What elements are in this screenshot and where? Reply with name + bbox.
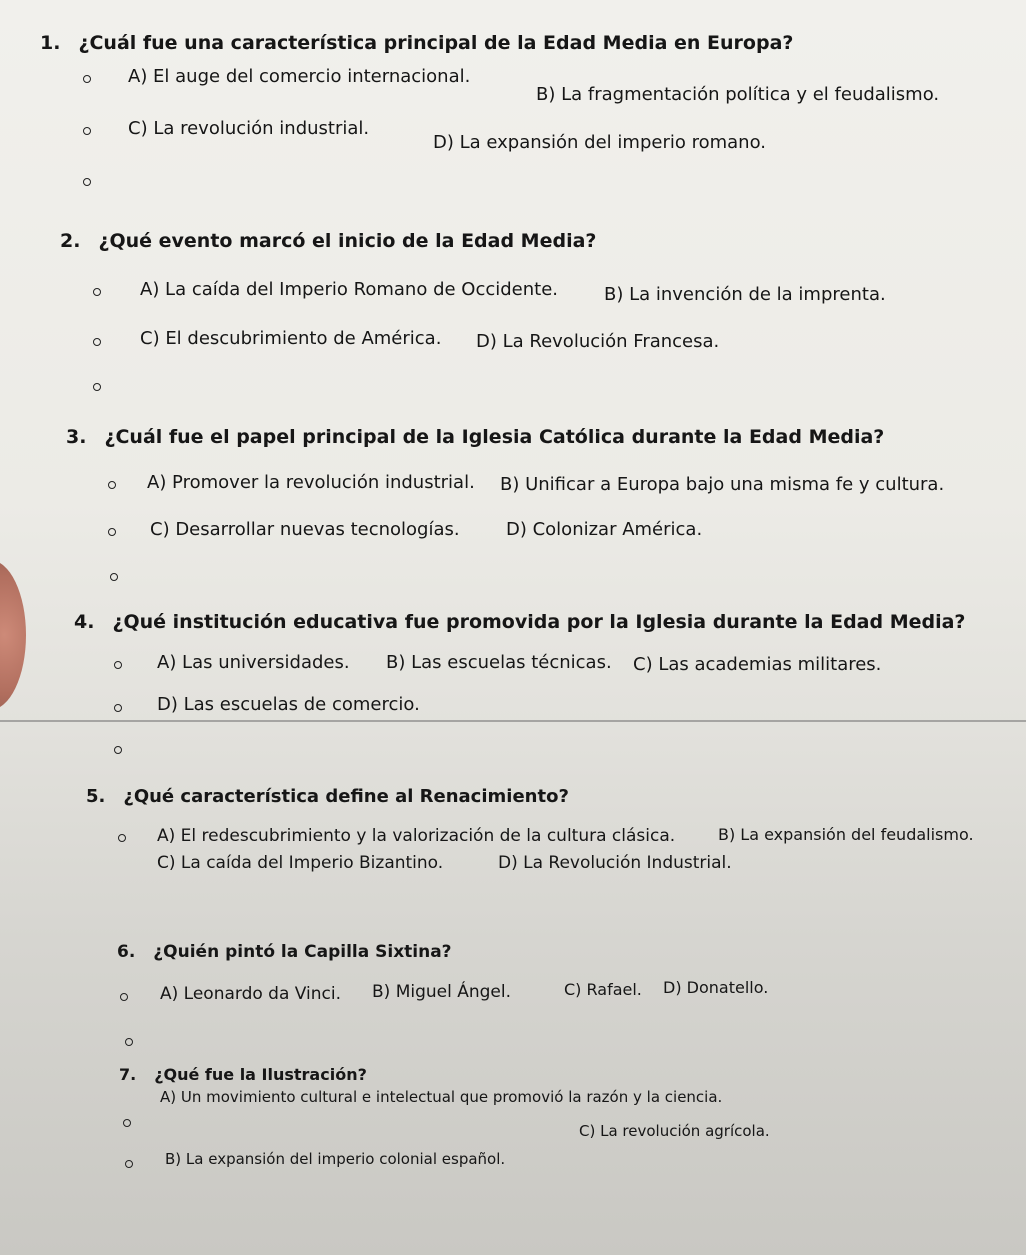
bullet-icon	[93, 288, 101, 296]
bullet-icon	[93, 338, 101, 346]
question-4	[74, 611, 965, 633]
option-6b: B) Miguel Ángel.	[372, 982, 512, 1002]
option-6d: D) Donatello.	[663, 978, 769, 997]
option-3b: B) Unificar a Europa bajo una misma fe y cultura.	[500, 474, 945, 495]
bullet-icon	[114, 704, 122, 712]
question-text: ¿Qué fue la Ilustración?	[154, 1065, 367, 1084]
question-text: ¿Qué evento marcó el inicio de la Edad Media?	[98, 230, 597, 252]
question-number: 6.	[117, 942, 136, 962]
option-6c: C) Rafael.	[564, 980, 642, 999]
question-text: ¿Cuál fue el papel principal de la Iglesia Católica durante la Edad Media?	[104, 426, 885, 448]
bullet-icon	[108, 481, 116, 489]
question-text: ¿Quién pintó la Capilla Sixtina?	[153, 942, 452, 962]
option-4c: C) Las academias militares.	[633, 654, 882, 675]
option-7c: C) La revolución agrícola.	[579, 1122, 770, 1140]
bullet-icon	[93, 383, 101, 391]
option-3c: C) Desarrollar nuevas tecnologías.	[150, 519, 460, 540]
option-1a: A) El auge del comercio internacional.	[128, 66, 471, 87]
bullet-icon	[114, 661, 122, 669]
option-4a: A) Las universidades.	[157, 652, 350, 673]
finger-shadow	[0, 560, 26, 710]
paper-fold-line	[0, 720, 1026, 722]
option-3d: D) Colonizar América.	[506, 519, 703, 540]
question-number: 3.	[66, 426, 87, 448]
question-number: 7.	[119, 1065, 137, 1084]
question-1	[40, 32, 793, 54]
question-number: 1.	[40, 32, 61, 54]
bullet-icon	[110, 573, 118, 581]
question-text: ¿Qué institución educativa fue promovida por la Iglesia durante la Edad Media?	[112, 611, 966, 633]
bullet-icon	[83, 127, 91, 135]
bullet-icon	[83, 75, 91, 83]
option-1d: D) La expansión del imperio romano.	[433, 132, 766, 153]
bullet-icon	[125, 1038, 133, 1046]
option-5a: A) El redescubrimiento y la valorización de la cultura clásica.	[157, 826, 676, 846]
bullet-icon	[120, 993, 128, 1001]
question-number: 2.	[60, 230, 81, 252]
option-1b: B) La fragmentación política y el feudalismo.	[536, 84, 940, 105]
bullet-icon	[108, 528, 116, 536]
option-4d: D) Las escuelas de comercio.	[157, 694, 420, 715]
option-7b: B) La expansión del imperio colonial español.	[165, 1150, 506, 1168]
question-6	[117, 942, 452, 962]
option-7a: A) Un movimiento cultural e intelectual que promovió la razón y la ciencia.	[160, 1088, 723, 1106]
bullet-icon	[123, 1119, 131, 1127]
option-6a: A) Leonardo da Vinci.	[160, 984, 342, 1004]
question-text: ¿Cuál fue una característica principal de la Edad Media en Europa?	[78, 32, 794, 54]
option-5d: D) La Revolución Industrial.	[498, 853, 732, 873]
question-text: ¿Qué característica define al Renacimiento?	[123, 786, 569, 807]
question-2	[60, 230, 596, 252]
option-2d: D) La Revolución Francesa.	[476, 331, 720, 352]
option-2b: B) La invención de la imprenta.	[604, 284, 886, 305]
question-5	[86, 786, 569, 807]
option-3a: A) Promover la revolución industrial.	[147, 472, 475, 493]
question-7	[119, 1065, 367, 1084]
option-1c: C) La revolución industrial.	[128, 118, 370, 139]
bullet-icon	[118, 834, 126, 842]
option-2a: A) La caída del Imperio Romano de Occidente.	[140, 279, 559, 300]
bullet-icon	[125, 1160, 133, 1168]
bullet-icon	[114, 746, 122, 754]
option-2c: C) El descubrimiento de América.	[140, 328, 442, 349]
bullet-icon	[83, 178, 91, 186]
option-4b: B) Las escuelas técnicas.	[386, 652, 612, 673]
question-number: 4.	[74, 611, 95, 633]
option-5b: B) La expansión del feudalismo.	[718, 825, 974, 844]
question-number: 5.	[86, 786, 106, 807]
question-3	[66, 426, 884, 448]
option-5c: C) La caída del Imperio Bizantino.	[157, 853, 444, 873]
